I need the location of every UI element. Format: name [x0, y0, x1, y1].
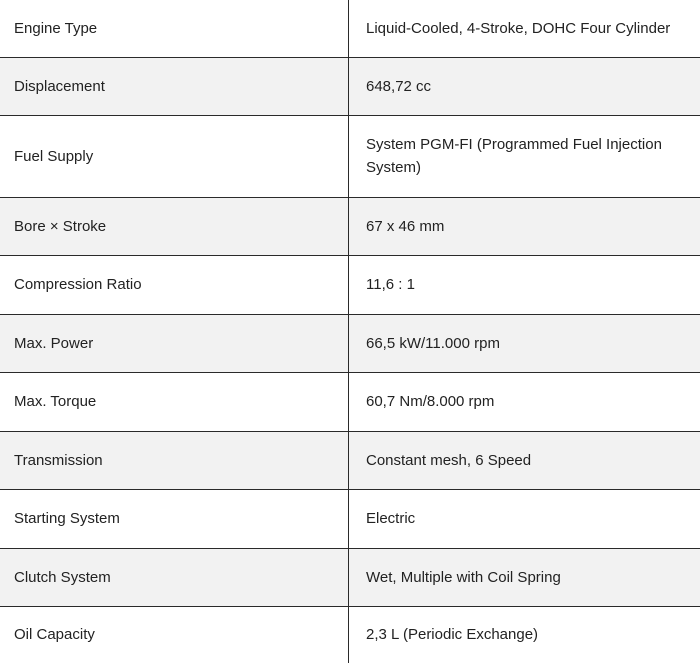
- spec-value: Electric: [349, 489, 700, 548]
- spec-label: Compression Ratio: [0, 255, 349, 314]
- spec-value: 67 x 46 mm: [349, 197, 700, 255]
- spec-row-transmission: [0, 431, 700, 489]
- spec-value: 66,5 kW/11.000 rpm: [349, 314, 700, 372]
- spec-row-starting-system: [0, 489, 700, 548]
- spec-value: Wet, Multiple with Coil Spring: [349, 548, 700, 606]
- spec-label: Clutch System: [0, 548, 349, 606]
- spec-label: Oil Capacity: [0, 606, 349, 663]
- spec-label: Transmission: [0, 431, 349, 489]
- spec-row-compression-ratio: [0, 255, 700, 314]
- spec-value: 11,6 : 1: [349, 255, 700, 314]
- spec-value: Constant mesh, 6 Speed: [349, 431, 700, 489]
- spec-value: 648,72 cc: [349, 57, 700, 115]
- spec-value: System PGM-FI (Programmed Fuel Injection System): [349, 115, 700, 197]
- spec-row-bore-stroke: [0, 197, 700, 255]
- spec-row-clutch-system: [0, 548, 700, 606]
- spec-row-max-torque: [0, 372, 700, 431]
- spec-value: 2,3 L (Periodic Exchange): [349, 606, 700, 663]
- spec-label: Fuel Supply: [0, 115, 349, 197]
- spec-row-fuel-supply: [0, 115, 700, 197]
- spec-label: Starting System: [0, 489, 349, 548]
- spec-row-engine-type: [0, 0, 700, 57]
- spec-label: Max. Power: [0, 314, 349, 372]
- spec-value: 60,7 Nm/8.000 rpm: [349, 372, 700, 431]
- spec-row-displacement: [0, 57, 700, 115]
- spec-label: Max. Torque: [0, 372, 349, 431]
- spec-value: Liquid-Cooled, 4-Stroke, DOHC Four Cylinder: [349, 0, 700, 57]
- spec-label: Engine Type: [0, 0, 349, 57]
- spec-row-max-power: [0, 314, 700, 372]
- spec-row-oil-capacity: [0, 606, 700, 663]
- spec-label: Displacement: [0, 57, 349, 115]
- spec-label: Bore × Stroke: [0, 197, 349, 255]
